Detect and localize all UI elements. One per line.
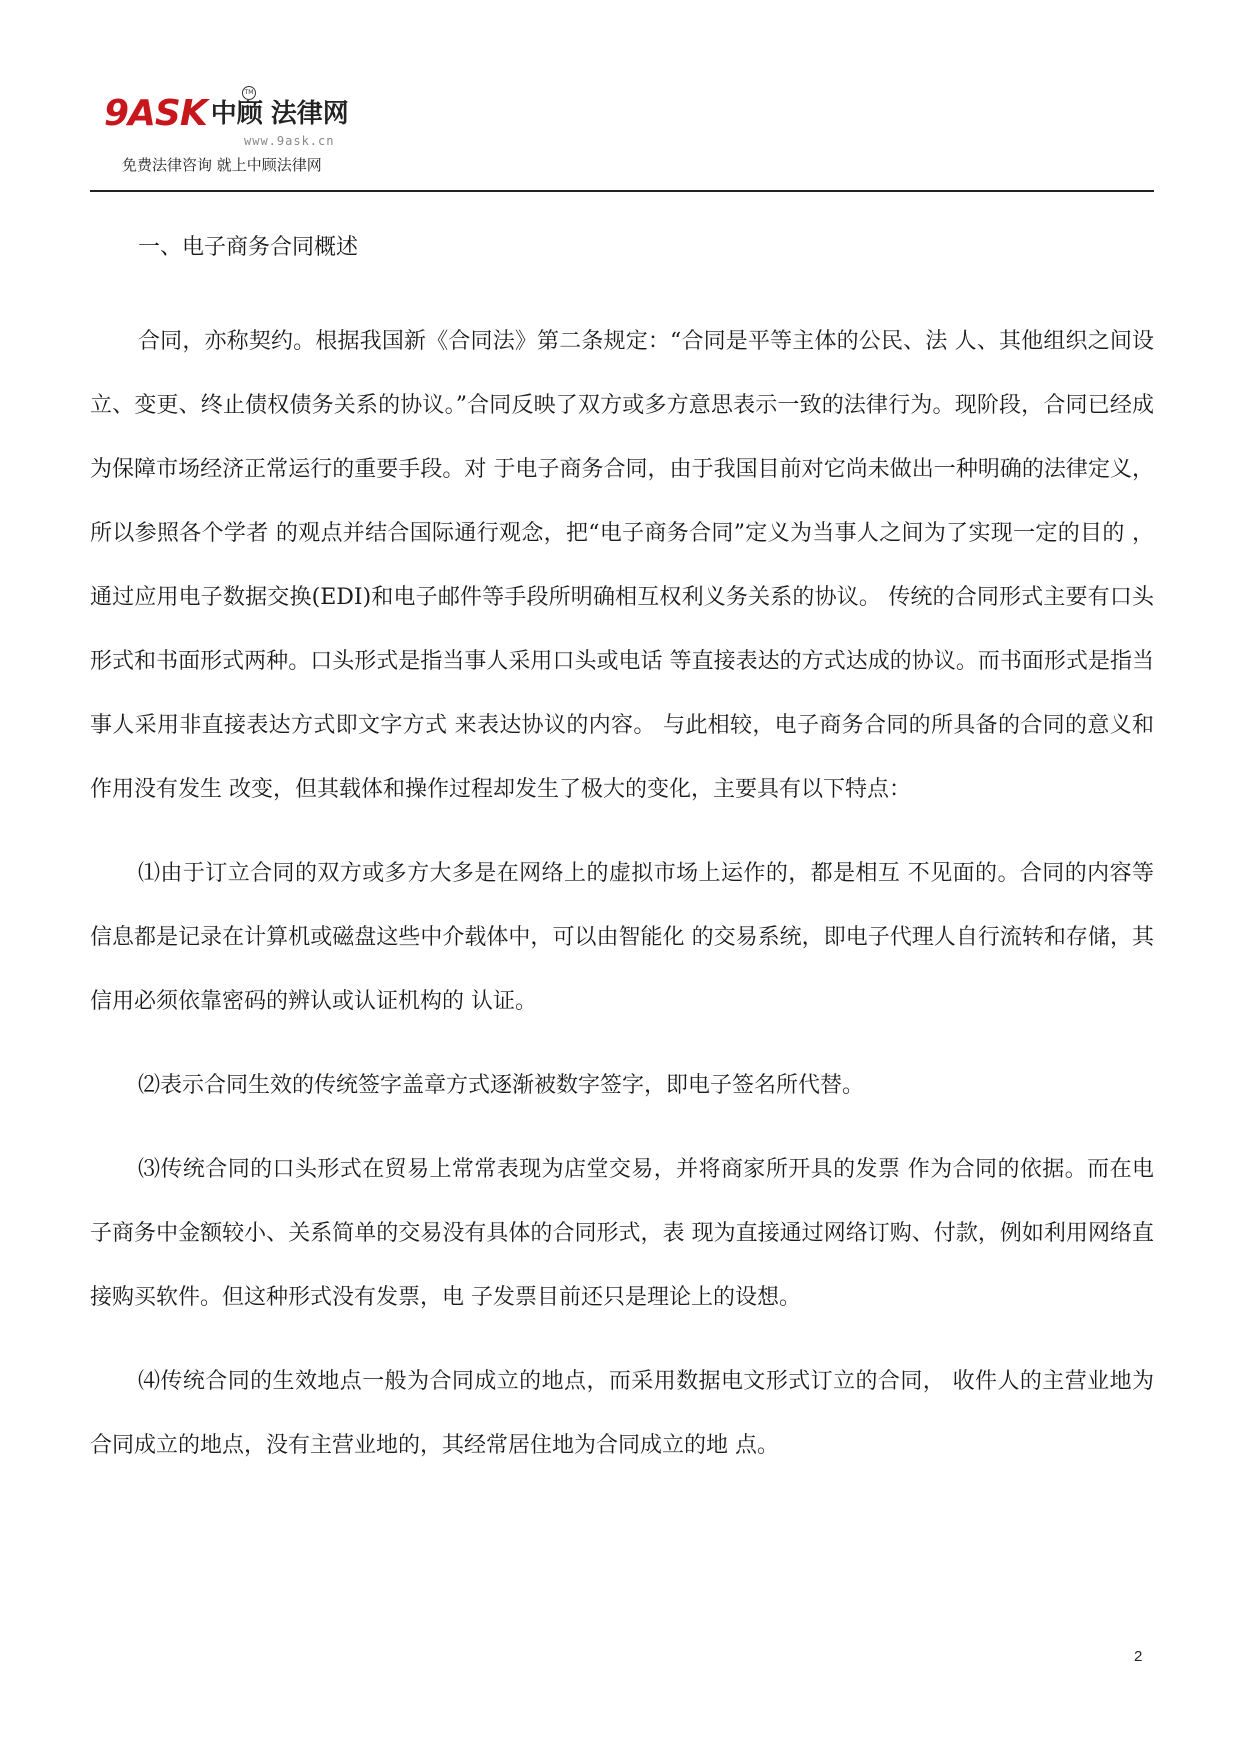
trademark-icon: TM (242, 86, 256, 100)
logo-url: www.9ask.cn (244, 134, 335, 148)
paragraph-feature-4: ⑷传统合同的生效地点一般为合同成立的地点，而采用数据电文形式订立的合同， 收件人的主营业地为合同成立的地点，没有主营业地的，其经常居住地为合同成立的地 点。 (90, 1369, 1154, 1458)
page-header (90, 84, 1154, 192)
paragraph-feature-2: ⑵表示合同生效的传统签字盖章方式逐渐被数字签字，即电子签名所代替。 (138, 1073, 865, 1098)
page-number: 2 (1134, 1648, 1143, 1665)
site-logo (104, 89, 364, 184)
logo-wordmark (104, 94, 349, 134)
paragraph-feature-3: ⑶传统合同的口头形式在贸易上常常表现为店堂交易，并将商家所开具的发票 作为合同的依据。而在电子商务中金额较小、关系简单的交易没有具体的合同形式，表 现为直接通过网络订购、付款，例如利用网络直接购买软件。但这种形式没有发票，电 子发票目前还只是理论上的设想。 (90, 1157, 1154, 1310)
logo-brand-cn-1: 中顾 (210, 99, 263, 129)
logo-slogan: 免费法律咨询 就上中顾法律网 (122, 156, 322, 174)
logo-brand-latin: 9ASK (104, 93, 207, 134)
paragraph-overview: 合同，亦称契约。根据我国新《合同法》第二条规定：“合同是平等主体的公民、法 人、其他组织之间设立、变更、终止债权债务关系的协议。”合同反映了双方或多方意思表示一致的法律行为。现阶段，合同已经成为保障市场经济正常运行的重要手段。对 于电子商务合同，由于我国目前对它尚未做出一种明确的法律定义，所以参照各个学者 的观点并结合国际通行观念，把“电子商务合同”定义为当事人之间为了实现一定的目的 ，通过应用电子数据交换(EDI)和电子邮件等手段所明确相互权利义务关系的协议。 传统的合同形式主要有口头形式和书面形式两种。口头形式是指当事人采用口头或电话 等直接表达的方式达成的协议。而书面形式是指当事人采用非直接表达方式即文字方式 来表达协议的内容。 与此相较，电子商务合同的所具备的合同的意义和作用没有发生 改变，但其载体和操作过程却发生了极大的变化，主要具有以下特点： (90, 329, 1154, 802)
section-heading: 一、电子商务合同概述 (138, 235, 359, 260)
document-body (90, 220, 1154, 1498)
paragraph-feature-1: ⑴由于订立合同的双方或多方大多是在网络上的虚拟市场上运作的，都是相互 不见面的。合同的内容等信息都是记录在计算机或磁盘这些中介载体中，可以由智能化 的交易系统，即电子代理人自行流转和存储，其信用必须依靠密码的辨认或认证机构的 认证。 (90, 861, 1154, 1014)
logo-brand-cn-2: 法律网 (270, 99, 349, 129)
